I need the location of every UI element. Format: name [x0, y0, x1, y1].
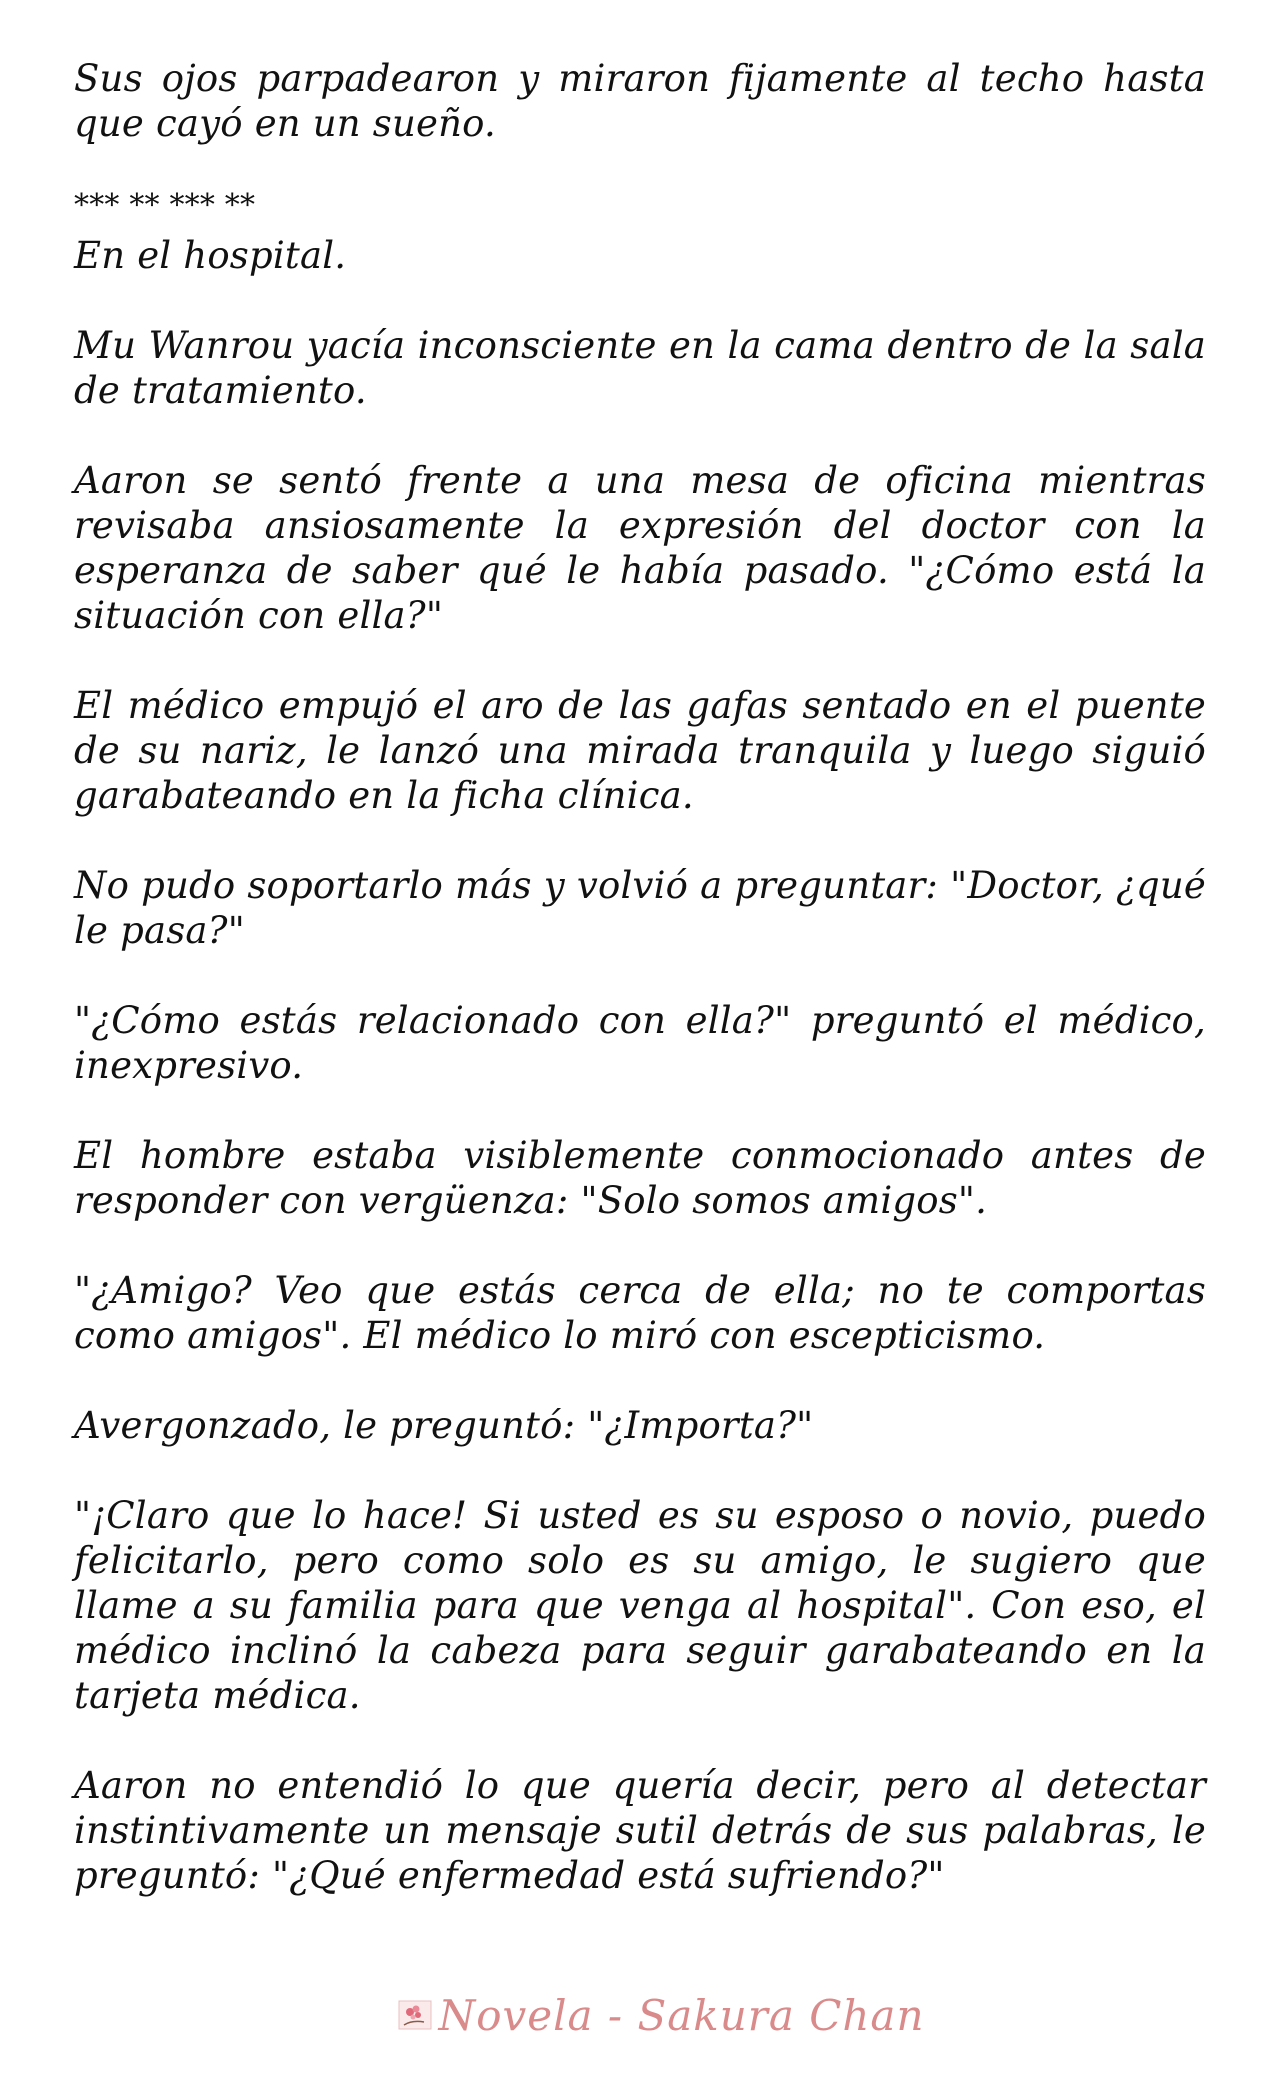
- paragraph: Avergonzado, le preguntó: "¿Importa?": [74, 1404, 814, 1447]
- sakura-flower-icon: [398, 2000, 432, 2030]
- paragraph: En el hospital.: [74, 234, 347, 277]
- paragraph: Aaron se sentó frente a una mesa de oficina mientras revisaba ansiosamente la expresión del doctor con la esperanza de saber qué le había pasado. "¿Cómo está la situación con ella?": [74, 459, 1206, 637]
- scene-separator: *** ** *** **: [74, 188, 256, 223]
- paragraph: El hombre estaba visiblemente conmocionado antes de responder con vergüenza: "Solo somos amigos".: [74, 1134, 1206, 1222]
- footer-inner: [350, 1991, 924, 2040]
- paragraph: "¡Claro que lo hace! Si usted es su esposo o novio, puedo felicitarlo, pero como solo es su amigo, le sugiero que llame a su familia para que venga al hospital". Con eso, el médico inclinó la cabeza para seguir garabateando en la tarjeta médica.: [74, 1494, 1206, 1717]
- paragraph: "¿Cómo estás relacionado con ella?" preguntó el médico, inexpresivo.: [74, 999, 1206, 1087]
- paragraph: Aaron no entendió lo que quería decir, pero al detectar instintivamente un mensaje sutil detrás de sus palabras, le preguntó: "¿Qué enfermedad está sufriendo?": [74, 1764, 1206, 1897]
- paragraph: El médico empujó el aro de las gafas sentado en el puente de su nariz, le lanzó una mirada tranquila y luego siguió garabateando en la ficha clínica.: [74, 684, 1206, 817]
- paragraph: Mu Wanrou yacía inconsciente en la cama dentro de la sala de tratamiento.: [74, 324, 1206, 412]
- paragraph: "¿Amigo? Veo que estás cerca de ella; no te comportas como amigos". El médico lo miró con escepticismo.: [74, 1269, 1206, 1357]
- story-text: [74, 56, 1206, 1943]
- footer-label: Novela - Sakura Chan: [438, 1990, 925, 2040]
- paragraph: No pudo soportarlo más y volvió a preguntar: "Doctor, ¿qué le pasa?": [74, 864, 1206, 952]
- footer-watermark: [0, 1985, 1275, 2045]
- paragraph: Sus ojos parpadearon y miraron fijamente al techo hasta que cayó en un sueño.: [74, 57, 1206, 145]
